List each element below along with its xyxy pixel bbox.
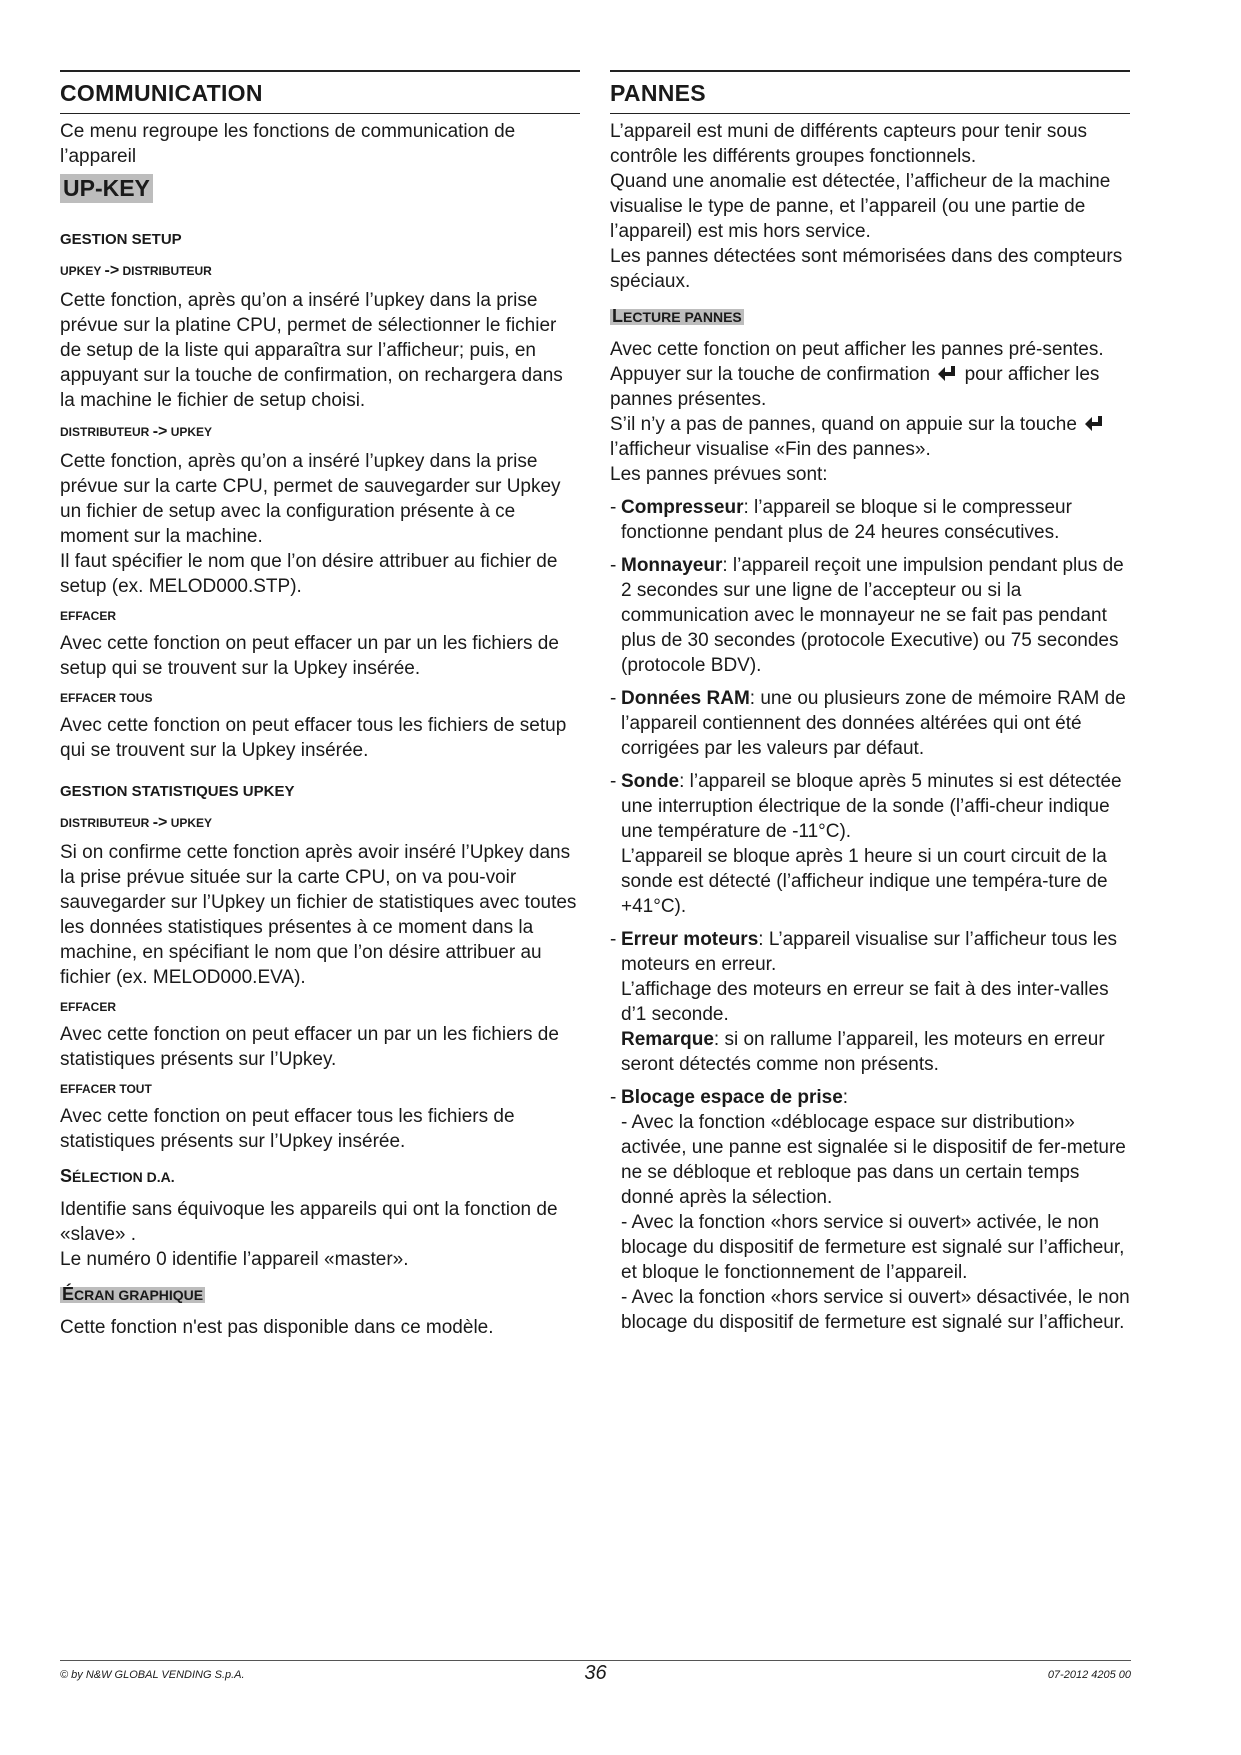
heading-gestion-statistiques: GESTION STATISTIQUES UPKEY: [60, 783, 295, 800]
heading-gestion-setup: GESTION SETUP: [60, 231, 182, 248]
paragraph-distributeur-upkey: Cette fonction, après qu’on a inséré l’upkey dans la prise prévue sur la carte CPU, permet de sauvegarder sur Upkey un fichier de setup avec la configuration présente à ce moment sur la machine.: [60, 451, 561, 547]
paragraph-upkey-distributeur: Cette fonction, après qu’on a inséré l’upkey dans la prise prévue sur la platine CPU, permet de sélectionner le fichier de setup de la liste qui apparaîtra sur l’afficheur; puis, en appuyant sur la touche de confirmation, on rechargera dans la machine le fichier de setup choisi.: [60, 290, 563, 411]
lecture-paragraph-4: Les pannes prévues sont:: [610, 464, 828, 485]
enter-key-icon: [1084, 415, 1104, 433]
list-item-sonde: - Sonde: l’appareil se bloque après 5 minutes si est détectée une interruption électrique de la sonde (l’affi-cheur indique une température de -11°C). L’appareil se bloque après 1 heure si un court circuit de la sonde est détecté (l’afficheur indique une tempéra-ture de +41°C).: [610, 771, 1122, 917]
list-item-erreur-moteurs: - Erreur moteurs: L’appareil visualise sur l’afficheur tous les moteurs en erreur. L’affichage des moteurs en erreur se fait à des inter-valles d’1 seconde. Remarque: si on rallume l’appareil, les moteurs en erreur seront détectés comme non présents.: [610, 929, 1118, 1075]
section-title-pannes: PANNES: [610, 70, 1130, 114]
heading-lecture-pannes: LECTURE PANNES: [612, 306, 742, 326]
list-item-blocage: - Blocage espace de prise: - Avec la fonction «déblocage espace sur distribution» activée, une panne est signalée si le dispositif de fer-meture ne se débloque et rebloque pas dans un certain temps donné après la sélection. - Avec la fonction «hors service si ouvert» activée, le non blocage du dispositif de fermeture est signalé sur l’afficheur, et bloque le fonctionnement de l’appareil. - Avec la fonction «hors service si ouvert» désactivée, le non blocage du dispositif de fermeture est signalé sur l’afficheur.: [610, 1087, 1130, 1333]
left-column: [60, 70, 580, 1340]
section-title-communication: COMMUNICATION: [60, 70, 580, 114]
heading-effacer-tous: EFFACER TOUS: [60, 691, 153, 705]
paragraph-setup-name: Il faut spécifier le nom que l’on désire attribuer au fichier de setup (ex. MELOD000.STP).: [60, 551, 558, 597]
right-column: [610, 70, 1130, 1335]
list-item-monnayeur: - Monnayeur: l’appareil reçoit une impulsion pendant plus de 2 secondes sur une ligne de l’accepteur ou si la communication avec le monnayeur ne se fait pas pendant plus de 30 secondes (protocole Executive) ou 75 secondes (protocole BDV).: [610, 555, 1124, 676]
paragraph-effacer-tous: Avec cette fonction on peut effacer tous les fichiers de setup qui se trouvent sur la Upkey insérée.: [60, 715, 567, 761]
heading-distributeur-upkey: DISTRIBUTEUR -> UPKEY: [60, 423, 213, 440]
communication-intro: Ce menu regroupe les fonctions de communication de l’appareil: [60, 121, 516, 167]
heading-selection-da: SÉLECTION D.A.: [60, 1166, 175, 1186]
heading-effacer: EFFACER: [60, 609, 117, 623]
page-number: 36: [584, 1662, 607, 1684]
paragraph-effacer-stat: Avec cette fonction on peut effacer un par un les fichiers de statistiques présents sur l’Upkey.: [60, 1024, 559, 1070]
heading-upkey-distributeur: UPKEY -> DISTRIBUTEUR: [60, 262, 212, 279]
page-footer: [60, 1660, 1131, 1684]
pannes-intro-3: Les pannes détectées sont mémorisées dans des compteurs spéciaux.: [610, 246, 1123, 292]
list-item-compresseur: - Compresseur: l’appareil se bloque si le compresseur fonctionne pendant plus de 24 heures consécutives.: [610, 497, 1072, 543]
lecture-paragraph-3: S’il n’y a pas de pannes, quand on appuie sur la touche l’afficheur visualise «Fin des pannes».: [610, 412, 1130, 462]
paragraph-effacer: Avec cette fonction on peut effacer un par un les fichiers de setup qui se trouvent sur la Upkey insérée.: [60, 633, 559, 679]
paragraph-statistiques: Si on confirme cette fonction après avoir inséré l’Upkey dans la prise prévue située sur la carte CPU, on va pou-voir sauvegarder sur l’Upkey un fichier de statistiques avec toutes les données statistiques présentes à ce moment dans la machine, en spécifiant le nom que l’on désire attribuer au fichier (ex. MELOD000.EVA).: [60, 842, 577, 988]
pannes-intro-2: Quand une anomalie est détectée, l’afficheur de la machine visualise le type de panne, et l’appareil (ou une partie de l’appareil) est mis hors service.: [610, 171, 1111, 242]
enter-key-icon: [937, 365, 957, 383]
lecture-paragraph-2: Appuyer sur la touche de confirmation pour afficher les pannes présentes.: [610, 364, 1100, 410]
heading-distributeur-upkey-stat: DISTRIBUTEUR -> UPKEY: [60, 814, 213, 831]
pannes-intro-1: L’appareil est muni de différents capteurs pour tenir sous contrôle les différents groupes fonctionnels.: [610, 121, 1088, 167]
footer-copyright: © by N&W GLOBAL VENDING S.p.A.: [60, 1669, 245, 1681]
list-item-donnees-ram: - Données RAM: une ou plusieurs zone de mémoire RAM de l’appareil contiennent des données altérées qui ont été corrigées par les valeurs par défaut.: [610, 688, 1126, 759]
upkey-title: UP-KEY: [60, 174, 153, 203]
lecture-paragraph-1: Avec cette fonction on peut afficher les pannes pré-sentes.: [610, 339, 1104, 360]
heading-effacer-tout: EFFACER TOUT: [60, 1082, 152, 1096]
heading-effacer-stat: EFFACER: [60, 1000, 117, 1014]
footer-doc-code: 07-2012 4205 00: [1047, 1669, 1131, 1681]
paragraph-ecran-graphique: Cette fonction n'est pas disponible dans ce modèle.: [60, 1317, 494, 1338]
heading-ecran-graphique: ÉCRAN GRAPHIQUE: [62, 1284, 204, 1304]
paragraph-selection-slave: Identifie sans équivoque les appareils qui ont la fonction de «slave» .: [60, 1199, 558, 1245]
paragraph-effacer-tout: Avec cette fonction on peut effacer tous les fichiers de statistiques présents sur l’Upkey insérée.: [60, 1106, 515, 1152]
paragraph-selection-master: Le numéro 0 identifie l’appareil «master».: [60, 1249, 409, 1270]
